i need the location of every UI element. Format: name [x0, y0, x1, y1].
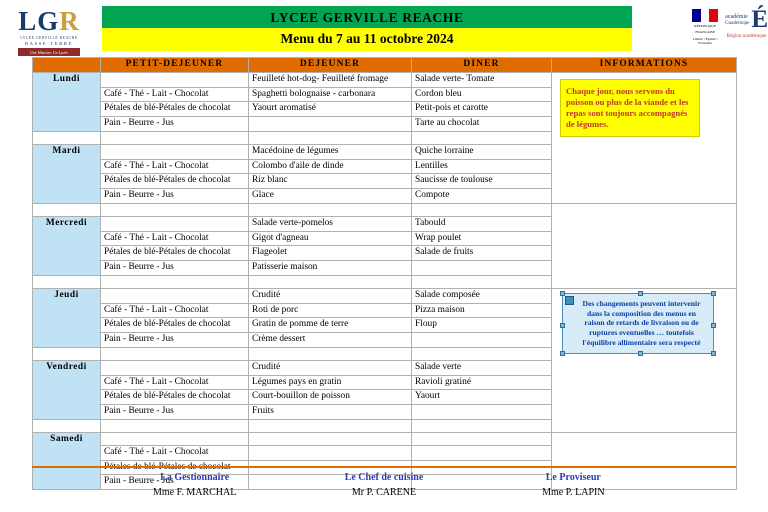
info-cell-bottom [552, 288, 737, 432]
cell-breakfast: Café - Thé - Lait - Chocolat [101, 303, 249, 318]
spacer-day [33, 347, 101, 360]
column-header-day [33, 58, 101, 73]
column-header-dinner: DINER [412, 58, 552, 73]
resize-handle-tl[interactable] [560, 291, 565, 296]
spacer-day [33, 275, 101, 288]
marianne-motto: Liberté • Égalité • Fraternité [692, 36, 718, 46]
title-block [102, 6, 632, 56]
footer-spacer-right [668, 472, 736, 498]
spacer-dinner [412, 131, 552, 144]
spacer-lunch [249, 275, 412, 288]
resize-handle-bc[interactable] [638, 351, 643, 356]
menu-table [32, 57, 737, 490]
document-header [0, 6, 768, 56]
day-label-vendredi: Vendredi [33, 360, 101, 419]
cell-dinner: Quiche lorraine [412, 144, 552, 159]
day-label-samedi: Samedi [33, 432, 101, 489]
cell-dinner: Cordon bleu [412, 87, 552, 102]
cell-lunch: Crudité [249, 360, 412, 375]
cell-breakfast [101, 144, 249, 159]
cell-breakfast: Pain - Beurre - Jus [101, 189, 249, 204]
cell-lunch: Légumes pays en gratin [249, 375, 412, 390]
logo-banner [18, 48, 80, 56]
cell-breakfast: Café - Thé - Lait - Chocolat [101, 159, 249, 174]
spacer-breakfast [101, 347, 249, 360]
cell-dinner: Floup [412, 318, 552, 333]
cell-breakfast: Café - Thé - Lait - Chocolat [101, 87, 249, 102]
cell-dinner: Compote [412, 189, 552, 204]
spacer-dinner [412, 347, 552, 360]
document-title: LYCEE GERVILLE REACHE [102, 6, 632, 28]
column-header-information: INFORMATIONS [552, 58, 737, 73]
cell-breakfast: Pétales de blé-Pétales de chocolat [101, 390, 249, 405]
day-label-lundi: Lundi [33, 72, 101, 131]
cell-breakfast: Pain - Beurre - Jus [101, 405, 249, 420]
cell-lunch: Colombo d'aile de dinde [249, 159, 412, 174]
cell-lunch: Feuilleté hot-dog- Feuilleté fromage [249, 72, 412, 87]
cell-breakfast: Pain - Beurre - Jus [101, 117, 249, 132]
resize-handle-tc[interactable] [638, 291, 643, 296]
cell-lunch: Flageolet [249, 246, 412, 261]
cell-dinner [412, 405, 552, 420]
column-header-breakfast: PETIT-DEJEUNER [101, 58, 249, 73]
info-cell-middle [552, 203, 737, 288]
day-label-jeudi: Jeudi [33, 288, 101, 347]
cell-breakfast: Pain - Beurre - Jus [101, 475, 249, 490]
cell-lunch: Riz blanc [249, 174, 412, 189]
spacer-dinner [412, 419, 552, 432]
spacer-lunch [249, 347, 412, 360]
resize-handle-br[interactable] [711, 351, 716, 356]
spacer-row [33, 203, 737, 216]
spacer-lunch [249, 419, 412, 432]
cell-dinner: Saucisse de toulouse [412, 174, 552, 189]
day-label-mardi: Mardi [33, 144, 101, 203]
official-logos [636, 6, 768, 56]
cell-dinner [412, 432, 552, 445]
cell-dinner: Salade de fruits [412, 246, 552, 261]
table-row [33, 72, 737, 87]
cell-lunch: Gigot d'agneau [249, 231, 412, 246]
spacer-breakfast [101, 131, 249, 144]
cell-dinner: Tarte au chocolat [412, 117, 552, 132]
cell-lunch: Gratin de pomme de terre [249, 318, 412, 333]
marianne-line2: FRANÇAISE [695, 30, 715, 35]
cell-dinner: Petit-pois et carotte [412, 102, 552, 117]
cell-breakfast: Pain - Beurre - Jus [101, 261, 249, 276]
resize-handle-bl[interactable] [560, 351, 565, 356]
table-row [33, 432, 737, 445]
table-row [33, 288, 737, 303]
region-academique-label: Région académique [726, 33, 767, 39]
cell-dinner: Wrap poulet [412, 231, 552, 246]
signatory-title: Le Chef de cuisine [344, 472, 424, 483]
cell-breakfast: Café - Thé - Lait - Chocolat [101, 445, 249, 460]
academie-initial: É [751, 6, 768, 33]
logo-school-city: BASSE-TERRE [25, 41, 73, 46]
cell-breakfast: Pétales de blé-Pétales de chocolat [101, 174, 249, 189]
signatory-name: Mme F. MARCHAL [152, 487, 237, 498]
cell-lunch: Yaourt aromatisé [249, 102, 412, 117]
cell-lunch: Glace [249, 189, 412, 204]
cell-dinner: Salade verte [412, 360, 552, 375]
resize-handle-mr[interactable] [711, 323, 716, 328]
cell-breakfast: Pétales de blé-Pétales de chocolat [101, 246, 249, 261]
academie-text [725, 14, 749, 27]
cell-breakfast [101, 288, 249, 303]
document-subtitle: Menu du 7 au 11 octobre 2024 [102, 28, 632, 51]
cell-lunch: Fruits [249, 405, 412, 420]
logo-mark: LGR [18, 6, 80, 36]
cell-lunch: Macédoine de légumes [249, 144, 412, 159]
resize-handle-tr[interactable] [711, 291, 716, 296]
spacer-dinner [412, 275, 552, 288]
cell-breakfast: Café - Thé - Lait - Chocolat [101, 231, 249, 246]
cell-dinner [412, 333, 552, 348]
day-label-mercredi: Mercredi [33, 216, 101, 275]
logo-banner-text: Une Histoire, Un Lycée [30, 49, 68, 55]
cell-dinner: Salade composée [412, 288, 552, 303]
spacer-day [33, 131, 101, 144]
note-blue [562, 293, 714, 354]
republique-francaise-logo [688, 9, 722, 46]
school-logo [0, 6, 98, 56]
signatory-name: Mr P. CARENE [351, 487, 417, 498]
column-header-lunch: DEJEUNER [249, 58, 412, 73]
cell-breakfast: Pétales de blé-Pétales de chocolat [101, 460, 249, 475]
signatory-chef [289, 472, 478, 498]
cell-dinner [412, 261, 552, 276]
cell-lunch [249, 117, 412, 132]
cell-lunch: Crème dessert [249, 333, 412, 348]
spacer-day [33, 419, 101, 432]
cell-breakfast [101, 72, 249, 87]
marianne-line1: RÉPUBLIQUE [694, 24, 717, 28]
cell-dinner: Lentilles [412, 159, 552, 174]
cell-dinner: Ravioli gratiné [412, 375, 552, 390]
cell-breakfast: Café - Thé - Lait - Chocolat [101, 375, 249, 390]
cell-lunch: Spaghetti bolognaise - carbonara [249, 87, 412, 102]
note-yellow: Chaque jour, nous servons du poisson ou plus de la viande et les repas sont toujours accompagnés de légumes. [560, 79, 700, 138]
resize-handle-ml[interactable] [560, 323, 565, 328]
note-blue-text: Des changements peuvent intervenir dans la composition des menus en raison de retards de livraison ou de ruptures eventuelles … toutefois l'équilibre allimentaire sera respecté [582, 298, 701, 348]
cell-dinner: Tabould [412, 216, 552, 231]
french-flag-icon [692, 9, 718, 22]
signatory-title: Le Proviseur [545, 472, 601, 483]
cell-dinner [412, 445, 552, 460]
signatory-title: La Gestionnaire [160, 472, 230, 483]
signature-footer [32, 466, 736, 498]
cell-dinner: Salade verte- Tomate [412, 72, 552, 87]
spacer-lunch [249, 131, 412, 144]
signatory-gestionnaire [100, 472, 289, 498]
spacer-breakfast [101, 275, 249, 288]
pin-icon [565, 296, 574, 305]
academie-line2: Guadeloupe [725, 20, 750, 26]
signatory-proviseur [479, 472, 668, 498]
cell-breakfast [101, 216, 249, 231]
footer-spacer [32, 472, 100, 498]
spacer-lunch [249, 203, 412, 216]
cell-lunch: Crudité [249, 288, 412, 303]
spacer-breakfast [101, 203, 249, 216]
table-header-row [33, 58, 737, 73]
cell-lunch: Salade verte-pomelos [249, 216, 412, 231]
info-cell-top [552, 72, 737, 203]
cell-breakfast: Pain - Beurre - Jus [101, 333, 249, 348]
spacer-day [33, 203, 101, 216]
cell-lunch: Court-bouillon de poisson [249, 390, 412, 405]
spacer-breakfast [101, 419, 249, 432]
cell-lunch [249, 445, 412, 460]
cell-lunch: Roti de porc [249, 303, 412, 318]
cell-breakfast [101, 360, 249, 375]
logo-school-name: LYCEE GERVILLE REACHE [20, 36, 78, 40]
cell-breakfast: Pétales de blé-Pétales de chocolat [101, 318, 249, 333]
cell-lunch: Patisserie maison [249, 261, 412, 276]
cell-dinner: Yaourt [412, 390, 552, 405]
cell-breakfast: Pétales de blé-Pétales de chocolat [101, 102, 249, 117]
academie-line1: académie [725, 13, 748, 20]
cell-dinner: Pizza maison [412, 303, 552, 318]
signatory-name: Mme P. LAPIN [542, 487, 605, 498]
academie-logo [725, 6, 768, 33]
cell-breakfast [101, 432, 249, 445]
spacer-dinner [412, 203, 552, 216]
cell-lunch [249, 432, 412, 445]
